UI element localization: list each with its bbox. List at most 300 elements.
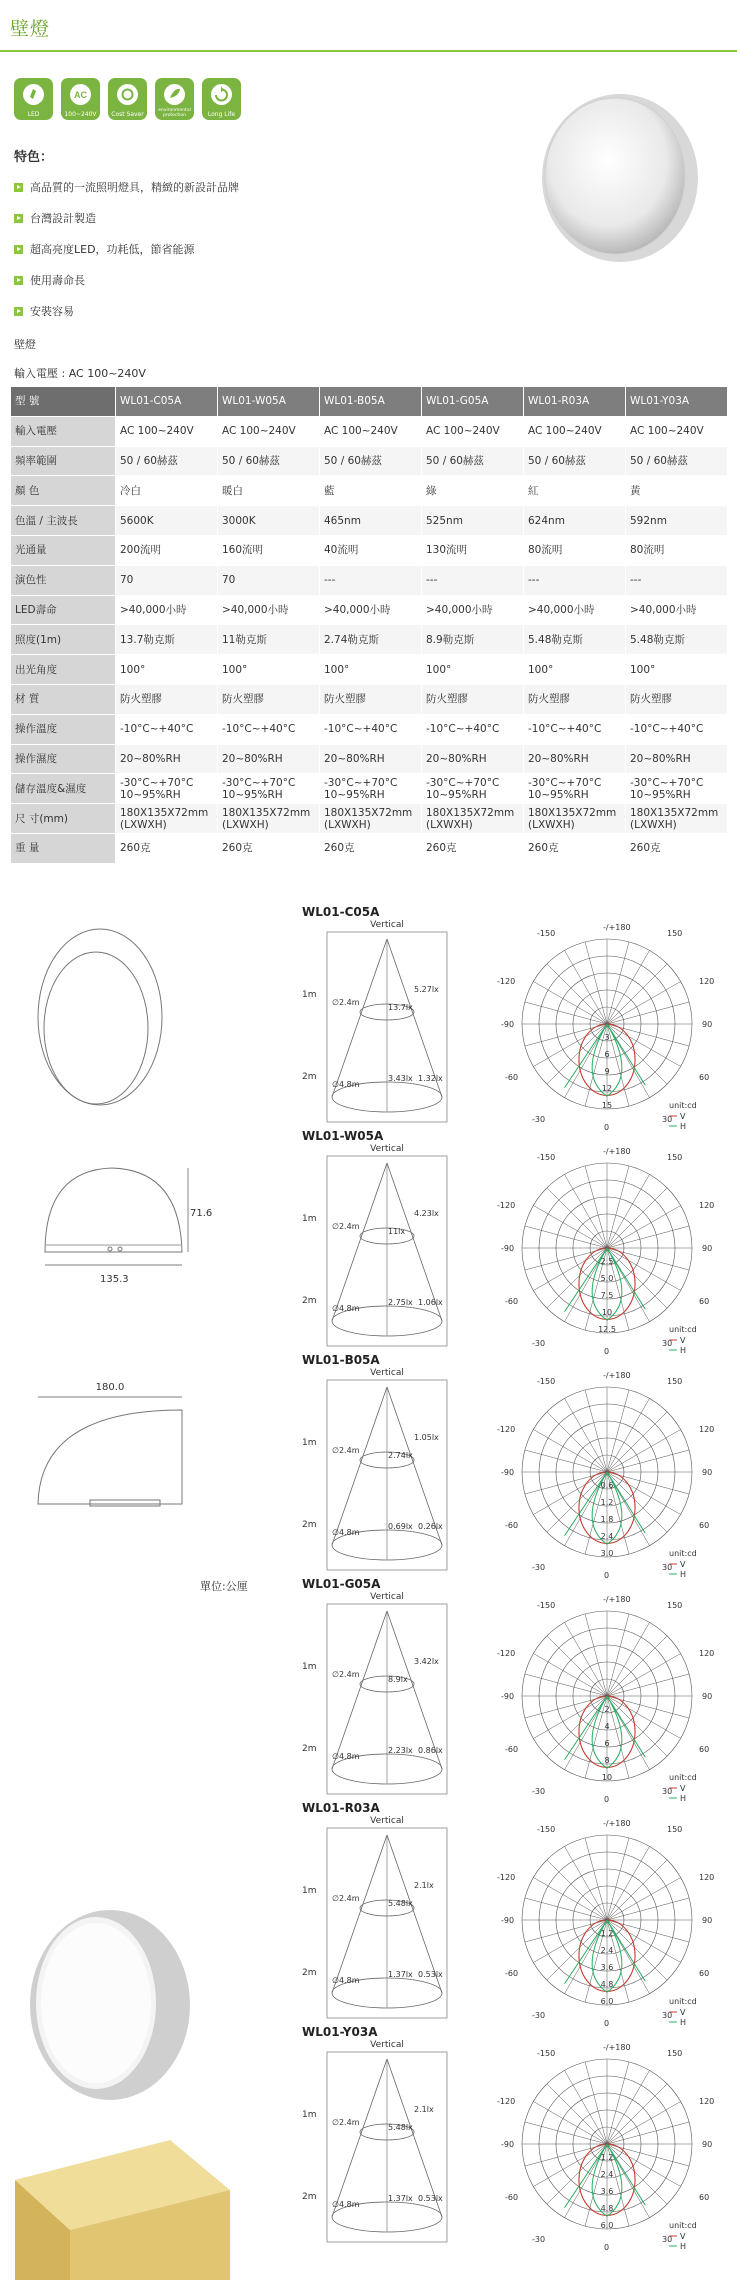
angle-tick: 60 (699, 1745, 710, 1754)
angle-tick: -/+180 (603, 1147, 631, 1156)
table-row-label: 儲存溫度&濕度 (11, 774, 116, 804)
table-cell: 黃 (626, 476, 728, 506)
angle-tick: 90 (702, 1244, 713, 1253)
table-cell: 20~80%RH (320, 744, 422, 774)
table-cell: 20~80%RH (524, 744, 626, 774)
angle-tick: -30 (532, 1563, 546, 1572)
polar-spoke (565, 1174, 608, 1248)
polar-spoke (533, 1430, 607, 1473)
table-row (11, 565, 728, 595)
table-cell: -30°C~+70°C 10~95%RH (116, 774, 218, 804)
lux-center-2m: 3.43lx (388, 1074, 413, 1083)
polar-spoke (607, 1248, 667, 1308)
ring-label: 6.0 (600, 1997, 614, 2006)
angle-tick: -150 (537, 1153, 556, 1162)
polar-spoke (607, 2144, 667, 2204)
ring-label: 10 (601, 1308, 613, 1317)
legend-h: H (680, 1794, 687, 1803)
ring-label: 6 (604, 1739, 610, 1748)
polar-spoke (565, 1398, 608, 1472)
polar-spoke (585, 2062, 607, 2144)
lux-center-2m: 1.37lx (388, 2194, 413, 2203)
spec-category: 壁燈 (14, 338, 36, 351)
table-cell: -10°C~+40°C (116, 714, 218, 744)
diameter-2m: ∅4.8m (332, 2200, 360, 2209)
model-title: WL01-Y03A (302, 2025, 378, 2039)
angle-tick: 30 (662, 1339, 673, 1348)
legend-unit: unit:cd (669, 2221, 697, 2230)
polar-spoke (607, 2122, 689, 2144)
table-cell: 180X135X72mm (LXWXH) (320, 804, 422, 834)
polar-spoke (533, 1472, 607, 1515)
angle-tick: -60 (505, 1521, 519, 1530)
angle-tick: -60 (505, 1297, 519, 1306)
polar-spoke (607, 1674, 689, 1696)
legend-unit: unit:cd (669, 1773, 697, 1782)
polar-spoke (607, 1472, 681, 1515)
angle-tick: -/+180 (603, 1371, 631, 1380)
angle-tick: -30 (532, 1115, 546, 1124)
polar-spoke (547, 1636, 607, 1696)
angle-tick: 120 (699, 2097, 715, 2106)
ring-label: 7.5 (600, 1291, 614, 1300)
distance-1m: 1m (302, 990, 317, 1000)
polar-spoke (547, 1248, 607, 1308)
angle-tick: 120 (699, 1425, 715, 1434)
table-cell: -30°C~+70°C 10~95%RH (218, 774, 320, 804)
polar-spoke (607, 1846, 650, 1920)
angle-tick: 90 (702, 1916, 713, 1925)
photometric-diagram (302, 1813, 732, 2028)
table-row (11, 833, 728, 863)
height-dim: 71.6 (190, 1208, 213, 1219)
angle-tick: -/+180 (603, 2043, 631, 2052)
table-row-label: 照度(1m) (11, 625, 116, 655)
table-row (11, 774, 728, 804)
table-row (11, 595, 728, 625)
legend-unit: unit:cd (669, 1997, 697, 2006)
table-cell: 624nm (524, 506, 626, 536)
legend-unit: unit:cd (669, 1101, 697, 1110)
polar-spoke (607, 964, 667, 1024)
table-cell: 綠 (422, 476, 524, 506)
legend-h: H (680, 1122, 687, 1131)
table-cell: 180X135X72mm (LXWXH) (116, 804, 218, 834)
polar-spoke (585, 1614, 607, 1696)
lux-center-2m: 2.75lx (388, 1298, 413, 1307)
legend-v: V (680, 1560, 686, 1569)
table-cell: -30°C~+70°C 10~95%RH (422, 774, 524, 804)
lux-center-1m: 5.48lx (388, 1899, 413, 1908)
table-cell: 20~80%RH (218, 744, 320, 774)
angle-tick: -60 (505, 2193, 519, 2202)
table-cell: >40,000小時 (116, 595, 218, 625)
photometric-diagram (302, 1589, 732, 1804)
polar-spoke (607, 1654, 681, 1697)
diameter-2m: ∅4.8m (332, 1304, 360, 1313)
table-cell: AC 100~240V (116, 416, 218, 446)
table-cell: AC 100~240V (524, 416, 626, 446)
angle-tick: 60 (699, 1073, 710, 1082)
legend-unit: unit:cd (669, 1325, 697, 1334)
polar-spoke (607, 2070, 650, 2144)
table-cell: -10°C~+40°C (626, 714, 728, 744)
polar-spoke (547, 1472, 607, 1532)
ring-label: 4.8 (600, 2204, 614, 2213)
table-cell: 180X135X72mm (LXWXH) (218, 804, 320, 834)
table-row-label: 色溫 / 主波長 (11, 506, 116, 536)
table-cell: 70 (116, 565, 218, 595)
table-cell: 50 / 60赫茲 (524, 446, 626, 476)
table-row (11, 416, 728, 446)
table-cell: -30°C~+70°C 10~95%RH (626, 774, 728, 804)
table-row-label: 材 質 (11, 684, 116, 714)
angle-tick: -90 (501, 1244, 515, 1253)
table-row-label: 光通量 (11, 535, 116, 565)
vertical-label: Vertical (370, 1816, 404, 1826)
lux-edge-1m: 5.27lx (414, 985, 439, 994)
table-cell: 260克 (422, 833, 524, 863)
table-header-cell: WL01-C05A (116, 387, 218, 417)
angle-tick: 150 (667, 1601, 683, 1610)
lamp-photo-2 (30, 1910, 190, 2100)
angle-tick: -90 (501, 2140, 515, 2149)
ring-label: 2.4 (600, 1946, 614, 1955)
table-cell: 11勒克斯 (218, 625, 320, 655)
angle-tick: -30 (532, 2235, 546, 2244)
polar-spoke (565, 950, 608, 1024)
polar-spoke (607, 1636, 667, 1696)
ring-label: 3.0 (600, 1549, 614, 1558)
table-cell: 5.48勒克斯 (626, 625, 728, 655)
ring-label: 0.6 (600, 1481, 614, 1490)
table-cell: 260克 (626, 833, 728, 863)
angle-tick: -/+180 (603, 1595, 631, 1604)
table-cell: -10°C~+40°C (218, 714, 320, 744)
table-cell: 13.7勒克斯 (116, 625, 218, 655)
table-cell: 防火塑膠 (218, 684, 320, 714)
polar-spoke (525, 1002, 607, 1024)
ac-text: AC (74, 90, 87, 100)
polar-spoke (607, 1622, 650, 1696)
angle-tick: -120 (497, 1873, 516, 1882)
polar-spoke (565, 1622, 608, 1696)
polar-spoke (607, 1920, 667, 1980)
lux-edge-2m: 1.32lx (418, 1074, 443, 1083)
arrow-bullet-icon (14, 214, 23, 223)
angle-tick: -/+180 (603, 923, 631, 932)
distance-2m: 2m (302, 1072, 317, 1082)
lux-edge-1m: 2.1lx (414, 2105, 434, 2114)
features-section (14, 146, 239, 334)
polar-spoke (607, 1390, 629, 1472)
table-header-cell: WL01-W05A (218, 387, 320, 417)
ring-label: 4 (604, 1722, 610, 1731)
features-heading: 特色： (14, 150, 54, 165)
table-row (11, 804, 728, 834)
distance-2m: 2m (302, 2192, 317, 2202)
table-row (11, 714, 728, 744)
angle-tick: 90 (702, 1692, 713, 1701)
arrow-bullet-icon (14, 307, 23, 316)
angle-tick: -120 (497, 2097, 516, 2106)
ring-label: 10 (601, 1773, 613, 1782)
legend-v: V (680, 1784, 686, 1793)
table-cell: --- (626, 565, 728, 595)
ring-label: 3.6 (600, 2187, 614, 2196)
distance-2m: 2m (302, 1296, 317, 1306)
angle-tick: -120 (497, 1201, 516, 1210)
ring-label: 8 (604, 1756, 610, 1765)
table-row-label: 操作溫度 (11, 714, 116, 744)
angle-tick: 0 (604, 1347, 610, 1356)
model-title: WL01-W05A (302, 1129, 384, 1143)
photometric-block (302, 1577, 732, 1802)
table-cell: >40,000小時 (218, 595, 320, 625)
angle-tick: 0 (604, 2019, 610, 2028)
ring-label: 2.4 (600, 2170, 614, 2179)
legend-unit: unit:cd (669, 1549, 697, 1558)
photometric-diagram (302, 1141, 732, 1356)
table-row-label: 操作濕度 (11, 744, 116, 774)
table-cell: 冷白 (116, 476, 218, 506)
polar-spoke (525, 1898, 607, 1920)
lux-edge-1m: 3.42lx (414, 1657, 439, 1666)
angle-tick: 120 (699, 977, 715, 986)
cost-saver-icon (115, 82, 140, 107)
lux-center-1m: 2.74lx (388, 1451, 413, 1460)
ring-label: 1.2 (600, 1929, 614, 1938)
angle-tick: -120 (497, 1649, 516, 1658)
table-row (11, 625, 728, 655)
table-cell: 防火塑膠 (626, 684, 728, 714)
ac-badge: AC 100~240V (61, 78, 100, 120)
table-cell: 紅 (524, 476, 626, 506)
table-cell: 防火塑膠 (320, 684, 422, 714)
spec-voltage: 輸入電壓 : AC 100~240V (14, 367, 146, 380)
polar-spoke (525, 1674, 607, 1696)
table-row (11, 744, 728, 774)
table-cell: 160流明 (218, 535, 320, 565)
polar-spoke (607, 1024, 681, 1067)
diameter-2m: ∅4.8m (332, 1528, 360, 1537)
angle-tick: -90 (501, 1468, 515, 1477)
lux-edge-2m: 0.53lx (418, 2194, 443, 2203)
polar-spoke (607, 1398, 650, 1472)
table-cell: 100° (218, 655, 320, 685)
angle-tick: 150 (667, 1825, 683, 1834)
distance-1m: 1m (302, 2110, 317, 2120)
polar-spoke (547, 1696, 610, 1756)
polar-spoke (607, 1412, 667, 1472)
angle-tick: 150 (667, 1153, 683, 1162)
table-row (11, 446, 728, 476)
list-item: 安裝容易 (14, 303, 239, 319)
distance-2m: 2m (302, 1520, 317, 1530)
polar-spoke (547, 2144, 607, 2204)
table-cell: 180X135X72mm (LXWXH) (524, 804, 626, 834)
lux-center-2m: 2.23lx (388, 1746, 413, 1755)
ring-label: 12 (601, 1084, 613, 1093)
ring-label: 2.5 (600, 1257, 614, 1266)
table-cell: --- (320, 565, 422, 595)
table-header-cell: 型 號 (11, 387, 116, 417)
table-cell: -10°C~+40°C (524, 714, 626, 744)
distance-1m: 1m (302, 1662, 317, 1672)
polar-spoke (607, 1206, 681, 1249)
table-cell: -30°C~+70°C 10~95%RH (524, 774, 626, 804)
angle-tick: -60 (505, 1745, 519, 1754)
angle-tick: -90 (501, 1020, 515, 1029)
polar-spoke (607, 1024, 667, 1084)
photometric-block (302, 1129, 732, 1354)
cost-saver-badge: Cost Saver (108, 78, 147, 120)
table-cell: --- (524, 565, 626, 595)
table-cell: AC 100~240V (626, 416, 728, 446)
legend-h: H (680, 1570, 687, 1579)
environment-icon (162, 82, 187, 107)
table-cell: 50 / 60赫茲 (116, 446, 218, 476)
lux-edge-1m: 1.05lx (414, 1433, 439, 1442)
polar-spoke (607, 1472, 667, 1532)
list-item: 高品質的一流照明燈具，精緻的新設計品牌 (14, 179, 239, 195)
polar-spoke (565, 1846, 608, 1920)
legend-h: H (680, 2242, 687, 2251)
polar-spoke (607, 2144, 681, 2187)
polar-spoke (533, 2102, 607, 2145)
table-cell: 70 (218, 565, 320, 595)
front-view-drawing (38, 929, 162, 1105)
table-row-label: LED壽命 (11, 595, 116, 625)
polar-spoke (607, 1430, 681, 1473)
polar-spoke (607, 1696, 667, 1756)
model-title: WL01-R03A (302, 1801, 380, 1815)
table-cell: 防火塑膠 (524, 684, 626, 714)
environment-badge: environmental protection (155, 78, 194, 120)
polar-spoke (607, 1166, 629, 1248)
polar-spoke (525, 1450, 607, 1472)
ring-label: 15 (601, 1101, 613, 1110)
table-cell: 130流明 (422, 535, 524, 565)
angle-tick: 150 (667, 1377, 683, 1386)
table-cell: 20~80%RH (116, 744, 218, 774)
distance-2m: 2m (302, 1968, 317, 1978)
table-cell: 180X135X72mm (LXWXH) (422, 804, 524, 834)
angle-tick: 0 (604, 1571, 610, 1580)
table-cell: 防火塑膠 (422, 684, 524, 714)
table-cell: 3000K (218, 506, 320, 536)
table-row-label: 出光角度 (11, 655, 116, 685)
angle-tick: 150 (667, 929, 683, 938)
angle-tick: 30 (662, 1115, 673, 1124)
ring-label: 3 (604, 1033, 610, 1042)
polar-spoke (607, 1860, 667, 1920)
angle-tick: 30 (662, 2235, 673, 2244)
table-cell: 592nm (626, 506, 728, 536)
lux-edge-2m: 0.86lx (418, 1746, 443, 1755)
table-cell: 100° (626, 655, 728, 685)
side-view-drawing (45, 1168, 212, 1285)
feature-badges (14, 78, 241, 120)
lux-center-1m: 5.48lx (388, 2123, 413, 2132)
arrow-bullet-icon (14, 276, 23, 285)
table-cell: 40流明 (320, 535, 422, 565)
table-cell: 180X135X72mm (LXWXH) (626, 804, 728, 834)
table-cell: 5.48勒克斯 (524, 625, 626, 655)
lux-edge-1m: 2.1lx (414, 1881, 434, 1890)
polar-spoke (585, 1166, 607, 1248)
table-cell: 2.74勒克斯 (320, 625, 422, 655)
list-item: 台灣設計製造 (14, 210, 239, 226)
polar-spoke (533, 1878, 607, 1921)
table-cell: AC 100~240V (218, 416, 320, 446)
angle-tick: -120 (497, 1425, 516, 1434)
diameter-1m: ∅2.4m (332, 998, 360, 1007)
distance-1m: 1m (302, 1438, 317, 1448)
angle-tick: 0 (604, 1123, 610, 1132)
angle-tick: 90 (702, 1020, 713, 1029)
length-dim: 180.0 (95, 1382, 125, 1393)
polar-spoke (547, 1860, 607, 1920)
photometric-diagram (302, 917, 732, 1132)
table-cell: 8.9勒克斯 (422, 625, 524, 655)
polar-spoke (547, 964, 607, 1024)
diameter-1m: ∅2.4m (332, 2118, 360, 2127)
diameter-2m: ∅4.8m (332, 1080, 360, 1089)
vertical-label: Vertical (370, 1144, 404, 1154)
photometric-diagram (302, 2037, 732, 2252)
angle-tick: 0 (604, 2243, 610, 2252)
table-cell: 100° (422, 655, 524, 685)
table-header-cell: WL01-Y03A (626, 387, 728, 417)
angle-tick: -60 (505, 1073, 519, 1082)
ring-label: 2 (604, 1705, 610, 1714)
table-cell: >40,000小時 (524, 595, 626, 625)
table-cell: 465nm (320, 506, 422, 536)
table-cell: 20~80%RH (626, 744, 728, 774)
ring-label: 3.6 (600, 1963, 614, 1972)
polar-spoke (533, 1696, 610, 1739)
spec-table (10, 386, 728, 864)
width-dim: 135.3 (100, 1274, 129, 1285)
table-cell: 50 / 60赫茲 (218, 446, 320, 476)
table-row (11, 476, 728, 506)
angle-tick: 30 (662, 1563, 673, 1572)
polar-spoke (607, 982, 681, 1025)
angle-tick: 120 (699, 1201, 715, 1210)
polar-spoke (533, 1024, 610, 1067)
polar-spoke (533, 1920, 607, 1963)
lux-edge-1m: 4.23lx (414, 1209, 439, 1218)
vertical-label: Vertical (370, 1592, 404, 1602)
polar-spoke (607, 1248, 681, 1291)
polar-spoke (585, 1390, 607, 1472)
list-item: 超高亮度LED，功耗低，節省能源 (14, 241, 239, 257)
polar-spoke (607, 2084, 667, 2144)
angle-tick: -150 (537, 1825, 556, 1834)
polar-spoke (585, 1838, 607, 1920)
table-cell: 100° (320, 655, 422, 685)
angle-tick: -60 (505, 1969, 519, 1978)
table-cell: 藍 (320, 476, 422, 506)
list-item: 使用壽命長 (14, 272, 239, 288)
title-bar (0, 0, 737, 52)
polar-spoke (525, 1226, 607, 1248)
polar-spoke (607, 950, 650, 1024)
led-badge: LED (14, 78, 53, 120)
angle-tick: 90 (702, 1468, 713, 1477)
model-title: WL01-C05A (302, 905, 380, 919)
